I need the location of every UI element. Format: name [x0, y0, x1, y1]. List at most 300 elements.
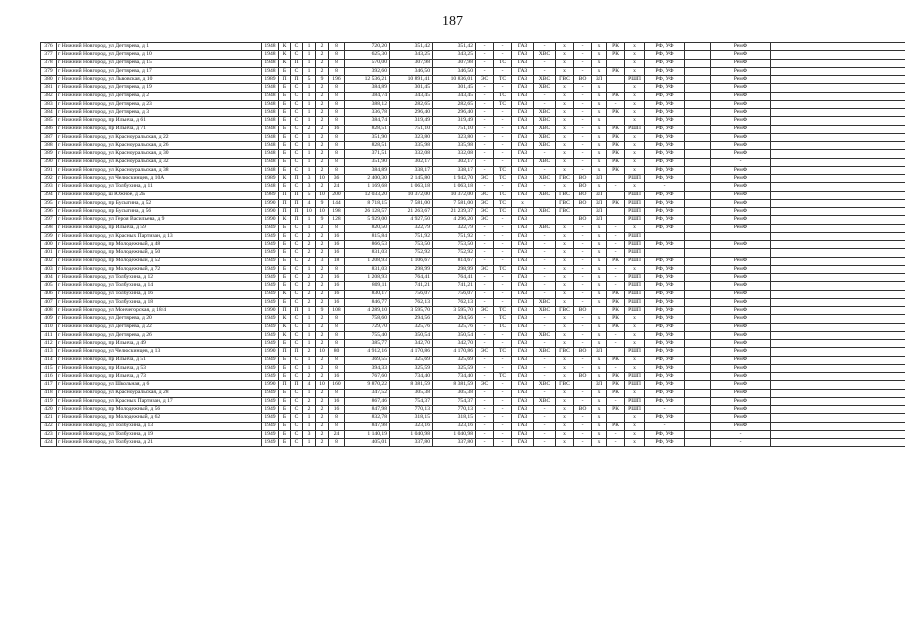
table-cell [771, 166, 905, 174]
table-cell: - [494, 232, 512, 240]
table-cell: РемФ [711, 257, 771, 265]
table-cell: - [574, 274, 592, 282]
table-cell: г Нижний Новгород, ул Дегтярева, д 23 [57, 100, 262, 108]
table-cell [607, 117, 625, 125]
table-cell: П [279, 307, 291, 315]
table-cell: 1949 [262, 290, 279, 298]
table-cell: 351,42 [433, 43, 476, 51]
table-cell: г Нижний Новгород, ул Красноуральская, д 32 [57, 158, 262, 166]
table-cell: ГАЗ [512, 356, 534, 364]
table-cell: - [574, 265, 592, 273]
table-cell: 8 [329, 100, 345, 108]
table-cell: - [494, 381, 512, 389]
table-cell: - [574, 59, 592, 67]
table-row [41, 315, 905, 323]
table-cell: 380 [41, 76, 57, 84]
table-cell: ГАЗ [512, 389, 534, 397]
table-cell: ГАЗ [512, 364, 534, 372]
table-cell: 2 [316, 439, 329, 447]
table-cell: - [607, 232, 625, 240]
table-cell: - [476, 439, 494, 447]
table-cell: - [494, 183, 512, 191]
table-cell: х [592, 315, 607, 323]
table-cell: - [534, 315, 556, 323]
table-cell: - [476, 100, 494, 108]
table-row [41, 348, 905, 356]
table-cell: Б [279, 224, 291, 232]
table-cell: 302,17 [433, 158, 476, 166]
table-cell: РемФ [711, 290, 771, 298]
table-row [41, 430, 905, 438]
table-cell: х [556, 340, 574, 348]
table-cell: 343,25 [390, 51, 433, 59]
table-cell: х [592, 142, 607, 150]
table-cell: 7 581,00 [390, 199, 433, 207]
table-cell [607, 191, 625, 199]
table-cell: ГАЗ [512, 100, 534, 108]
table-cell: РК [607, 133, 625, 141]
table-cell: 866,53 [345, 241, 390, 249]
table-cell: С [291, 257, 303, 265]
table-cell: 2 [316, 150, 329, 158]
table-cell: 384 [41, 109, 57, 117]
table-cell: х [625, 364, 645, 372]
table-cell: 1948 [262, 158, 279, 166]
table-cell: х [625, 84, 645, 92]
table-cell: - [574, 430, 592, 438]
table-row [41, 298, 905, 306]
table-cell: ХВС [534, 125, 556, 133]
table-cell: ГАЗ [512, 249, 534, 257]
table-cell: С [291, 125, 303, 133]
table-cell: Б [279, 265, 291, 273]
table-cell [771, 340, 905, 348]
table-cell: - [574, 166, 592, 174]
table-cell: 2 [316, 92, 329, 100]
table-cell: 325,59 [390, 364, 433, 372]
table-cell: 325,59 [433, 364, 476, 372]
table-cell: 1990 [262, 216, 279, 224]
table-cell [685, 348, 711, 356]
table-cell: РК [607, 307, 625, 315]
table-cell [771, 125, 905, 133]
table-cell: 385 [41, 117, 57, 125]
table-cell [771, 76, 905, 84]
table-cell: 8 [329, 315, 345, 323]
table-cell: ГАЗ [512, 340, 534, 348]
table-cell: ГАЗ [512, 348, 534, 356]
table-cell: - [534, 92, 556, 100]
table-cell: РемФ [711, 331, 771, 339]
table-cell: г Нижний Новгород, ул Толбухина, д 18 [57, 298, 262, 306]
table-cell: 1948 [262, 109, 279, 117]
table-cell [685, 84, 711, 92]
table-cell: х [556, 166, 574, 174]
table-cell: С [291, 51, 303, 59]
table-cell: 754,37 [390, 397, 433, 405]
table-cell: С [291, 422, 303, 430]
table-cell: С [291, 150, 303, 158]
table-cell: ГАЗ [512, 406, 534, 414]
table-cell: 384,89 [345, 84, 390, 92]
table-cell: РШП [625, 348, 645, 356]
table-cell: 2 [303, 241, 316, 249]
table-cell: 3 [316, 257, 329, 265]
table-cell: - [534, 265, 556, 273]
table-cell: - [574, 232, 592, 240]
table-row [41, 249, 905, 257]
table-cell: 419 [41, 397, 57, 405]
table-cell: К [279, 51, 291, 59]
table-cell: 196 [329, 76, 345, 84]
table-cell [685, 331, 711, 339]
table-cell: 296,40 [390, 109, 433, 117]
table-cell: ВО [574, 307, 592, 315]
table-cell: 10 372,00 [433, 191, 476, 199]
table-cell: х [592, 84, 607, 92]
table-cell: Б [279, 373, 291, 381]
table-cell [685, 307, 711, 315]
table-cell: - [476, 323, 494, 331]
table-cell: ГАЗ [512, 59, 534, 67]
table-cell: 4 170,86 [390, 348, 433, 356]
table-cell: - [476, 109, 494, 117]
table-cell: ГАЗ [512, 191, 534, 199]
table-cell: - [607, 183, 625, 191]
table-cell: 2 [316, 331, 329, 339]
table-cell: Б [279, 249, 291, 257]
table-cell: ЭС [476, 381, 494, 389]
table-cell: 401 [41, 249, 57, 257]
table-cell: х [592, 414, 607, 422]
table-cell: Б [279, 241, 291, 249]
table-cell: х [625, 356, 645, 364]
table-cell: 4 289,10 [345, 307, 390, 315]
table-cell: 2 [316, 224, 329, 232]
table-cell: 1 [303, 216, 316, 224]
table-cell: РК [607, 43, 625, 51]
table-cell: ХВС [534, 224, 556, 232]
table-cell [771, 356, 905, 364]
table-cell: - [574, 67, 592, 75]
table-cell: 8 381,59 [390, 381, 433, 389]
table-cell: - [494, 257, 512, 265]
table-cell: 8 [329, 389, 345, 397]
table-cell: 1 [303, 133, 316, 141]
table-cell: ТС [494, 265, 512, 273]
table-cell: х [556, 422, 574, 430]
table-cell: 325,69 [433, 356, 476, 364]
table-cell: - [494, 216, 512, 224]
table-cell: С [291, 282, 303, 290]
table-cell: ТС [494, 191, 512, 199]
table-cell: х [625, 109, 645, 117]
table-cell: ГАЗ [512, 274, 534, 282]
table-cell [771, 406, 905, 414]
table-cell: - [534, 439, 556, 447]
table-cell [685, 142, 711, 150]
table-cell [607, 208, 625, 216]
table-cell: ХВС [534, 117, 556, 125]
table-cell: 1989 [262, 175, 279, 183]
table-cell: - [574, 241, 592, 249]
table-cell: РШП [625, 199, 645, 207]
table-cell: 8 [329, 166, 345, 174]
table-cell: 7 581,00 [433, 199, 476, 207]
table-cell: 319,49 [433, 117, 476, 125]
table-cell: 9 [316, 307, 329, 315]
table-cell: РемФ [711, 175, 771, 183]
table-cell [685, 323, 711, 331]
table-cell: ЗЛ [592, 381, 607, 389]
table-cell: 108 [329, 307, 345, 315]
table-cell: ТС [494, 100, 512, 108]
table-cell: х [556, 158, 574, 166]
table-cell: 1 063,18 [390, 183, 433, 191]
table-cell: 386 [41, 125, 57, 133]
table-cell: - [534, 364, 556, 372]
table-cell: 323,80 [390, 133, 433, 141]
table-cell: 2 [316, 356, 329, 364]
table-cell: 2 [316, 51, 329, 59]
table-cell: 421 [41, 414, 57, 422]
table-cell: РемФ [711, 340, 771, 348]
table-cell: - [534, 373, 556, 381]
table-cell: х [556, 100, 574, 108]
table-cell [771, 84, 905, 92]
table-cell [685, 364, 711, 372]
table-cell: 753,50 [433, 241, 476, 249]
table-cell: РК [607, 199, 625, 207]
table-row [41, 67, 905, 75]
table-cell: г Нижний Новгород, ул Мончегорская, д 18/4 [57, 307, 262, 315]
table-cell [771, 414, 905, 422]
table-cell: ВО [574, 216, 592, 224]
table-cell: х [556, 265, 574, 273]
table-cell: 424 [41, 439, 57, 447]
table-cell: РФ, УФ [645, 175, 685, 183]
table-cell: - [574, 257, 592, 265]
table-cell: 820,50 [345, 224, 390, 232]
table-cell: 2 [303, 257, 316, 265]
table-cell: 5 [303, 76, 316, 84]
table-cell: РемФ [711, 183, 771, 191]
table-cell: 752,92 [390, 249, 433, 257]
table-cell: 407 [41, 298, 57, 306]
table-cell: - [494, 241, 512, 249]
table-row [41, 381, 905, 389]
table-cell: К [279, 315, 291, 323]
table-cell: РемФ [711, 282, 771, 290]
table-cell: 2 [303, 397, 316, 405]
table-cell: х [625, 183, 645, 191]
table-cell: х [556, 84, 574, 92]
table-cell: 1949 [262, 364, 279, 372]
table-cell: П [279, 381, 291, 389]
table-row [41, 422, 905, 430]
table-cell: 9 870,22 [345, 381, 390, 389]
table-cell: К [279, 59, 291, 67]
table-cell: 323,16 [433, 422, 476, 430]
table-cell: 1 [303, 364, 316, 372]
table-cell: ЗЛ [592, 348, 607, 356]
table-cell: П [291, 307, 303, 315]
table-cell: - [574, 249, 592, 257]
table-cell: - [476, 59, 494, 67]
table-cell: Б [279, 142, 291, 150]
table-cell: Б [279, 166, 291, 174]
table-cell: 9 [316, 199, 329, 207]
table-cell: 397 [41, 216, 57, 224]
table-cell: - [574, 109, 592, 117]
table-cell: К [279, 216, 291, 224]
table-cell: - [534, 183, 556, 191]
table-cell: - [494, 43, 512, 51]
table-cell [771, 51, 905, 59]
table-cell [685, 439, 711, 447]
table-cell: 343,25 [433, 51, 476, 59]
table-cell: Б [279, 274, 291, 282]
table-cell: х [592, 249, 607, 257]
table-cell: х [592, 364, 607, 372]
table-cell: РФ, УФ [645, 109, 685, 117]
table-cell: г Нижний Новгород, ул Толбухина, д 13 [57, 422, 262, 430]
table-cell: ТС [494, 315, 512, 323]
table-cell [771, 249, 905, 257]
table-row [41, 274, 905, 282]
table-cell: ГАЗ [512, 323, 534, 331]
table-cell: х [625, 51, 645, 59]
table-cell: 351,42 [390, 43, 433, 51]
table-cell: х [556, 274, 574, 282]
table-cell: х [556, 109, 574, 117]
table-cell: г Нижний Новгород, ул Дегтярева, д 17 [57, 67, 262, 75]
table-cell: П [279, 76, 291, 84]
table-row [41, 331, 905, 339]
table-cell: РК [607, 381, 625, 389]
table-cell [771, 257, 905, 265]
table-cell: 1948 [262, 84, 279, 92]
table-cell: 282,65 [433, 100, 476, 108]
table-cell: 2 [316, 373, 329, 381]
table-cell: - [574, 125, 592, 133]
table-cell: ВО [574, 373, 592, 381]
table-cell: РемФ [711, 76, 771, 84]
table-cell: С [291, 241, 303, 249]
table-cell: ЭС [476, 208, 494, 216]
table-cell: 10 [316, 191, 329, 199]
table-cell: РШП [625, 125, 645, 133]
table-cell: г Нижний Новгород, ул Челюскинцев, д 10А [57, 175, 262, 183]
table-cell: х [592, 290, 607, 298]
table-cell [685, 397, 711, 405]
table-cell: 412 [41, 340, 57, 348]
table-cell: - [476, 389, 494, 397]
table-cell: 21 263,67 [390, 208, 433, 216]
table-cell: 1948 [262, 125, 279, 133]
table-cell: х [625, 422, 645, 430]
table-cell: ХВС [534, 191, 556, 199]
table-cell: С [291, 232, 303, 240]
table-cell: 2 [316, 125, 329, 133]
table-cell: х [556, 389, 574, 397]
table-cell: ХВС [534, 331, 556, 339]
table-cell: 8 [329, 439, 345, 447]
table-cell [685, 381, 711, 389]
table-cell: х [592, 183, 607, 191]
table-cell: 8 [329, 59, 345, 67]
table-cell: 422 [41, 422, 57, 430]
table-cell: 2 [316, 249, 329, 257]
table-cell: 734,40 [390, 373, 433, 381]
table-cell [607, 59, 625, 67]
table-cell [771, 92, 905, 100]
table-cell: - [534, 67, 556, 75]
table-cell: 1949 [262, 331, 279, 339]
table-cell: - [494, 109, 512, 117]
table-cell: г Нижний Новгород, ш Южное, д 2Б [57, 191, 262, 199]
table-cell: х [556, 323, 574, 331]
table-cell: х [625, 389, 645, 397]
table-cell: - [476, 117, 494, 125]
table-cell [685, 175, 711, 183]
table-cell [685, 315, 711, 323]
table-cell: П [291, 208, 303, 216]
table-cell: РК [607, 389, 625, 397]
table-cell: - [476, 158, 494, 166]
table-cell: 9 [316, 216, 329, 224]
table-cell: РФ, УФ [645, 381, 685, 389]
table-cell: ГАЗ [512, 43, 534, 51]
table-cell: 9 [316, 76, 329, 84]
table-cell: ХВС [534, 208, 556, 216]
table-cell: 319,49 [390, 117, 433, 125]
table-row [41, 125, 905, 133]
table-cell: х [625, 43, 645, 51]
table-cell: - [711, 158, 771, 166]
table-cell: 408 [41, 307, 57, 315]
table-cell: Б [279, 92, 291, 100]
table-cell: 24 [329, 430, 345, 438]
table-cell: - [494, 422, 512, 430]
table-cell: Б [279, 414, 291, 422]
table-cell: 336,78 [345, 109, 390, 117]
table-cell: - [476, 331, 494, 339]
table-cell: 301,45 [390, 84, 433, 92]
table-cell: РШП [625, 232, 645, 240]
table-cell: Б [279, 340, 291, 348]
table-cell: ЗЛ [592, 199, 607, 207]
table-cell: 8 [329, 364, 345, 372]
table-row [41, 224, 905, 232]
table-cell: х [556, 282, 574, 290]
table-cell: 1 063,18 [433, 183, 476, 191]
table-cell: 815,84 [345, 232, 390, 240]
table-cell: 388,12 [345, 100, 390, 108]
table-cell: 1 [303, 315, 316, 323]
table-cell: П [279, 199, 291, 207]
table-cell: 8 [329, 414, 345, 422]
table-cell: РШП [625, 290, 645, 298]
table-cell: х [625, 340, 645, 348]
table-cell: - [476, 43, 494, 51]
table-cell: РШП [625, 282, 645, 290]
table-cell: 323,16 [390, 422, 433, 430]
table-cell: х [625, 166, 645, 174]
table-cell: - [607, 331, 625, 339]
table-cell: ЗЛ [592, 76, 607, 84]
table-cell: г Нижний Новгород, ул Дегтярева, д 15 [57, 59, 262, 67]
